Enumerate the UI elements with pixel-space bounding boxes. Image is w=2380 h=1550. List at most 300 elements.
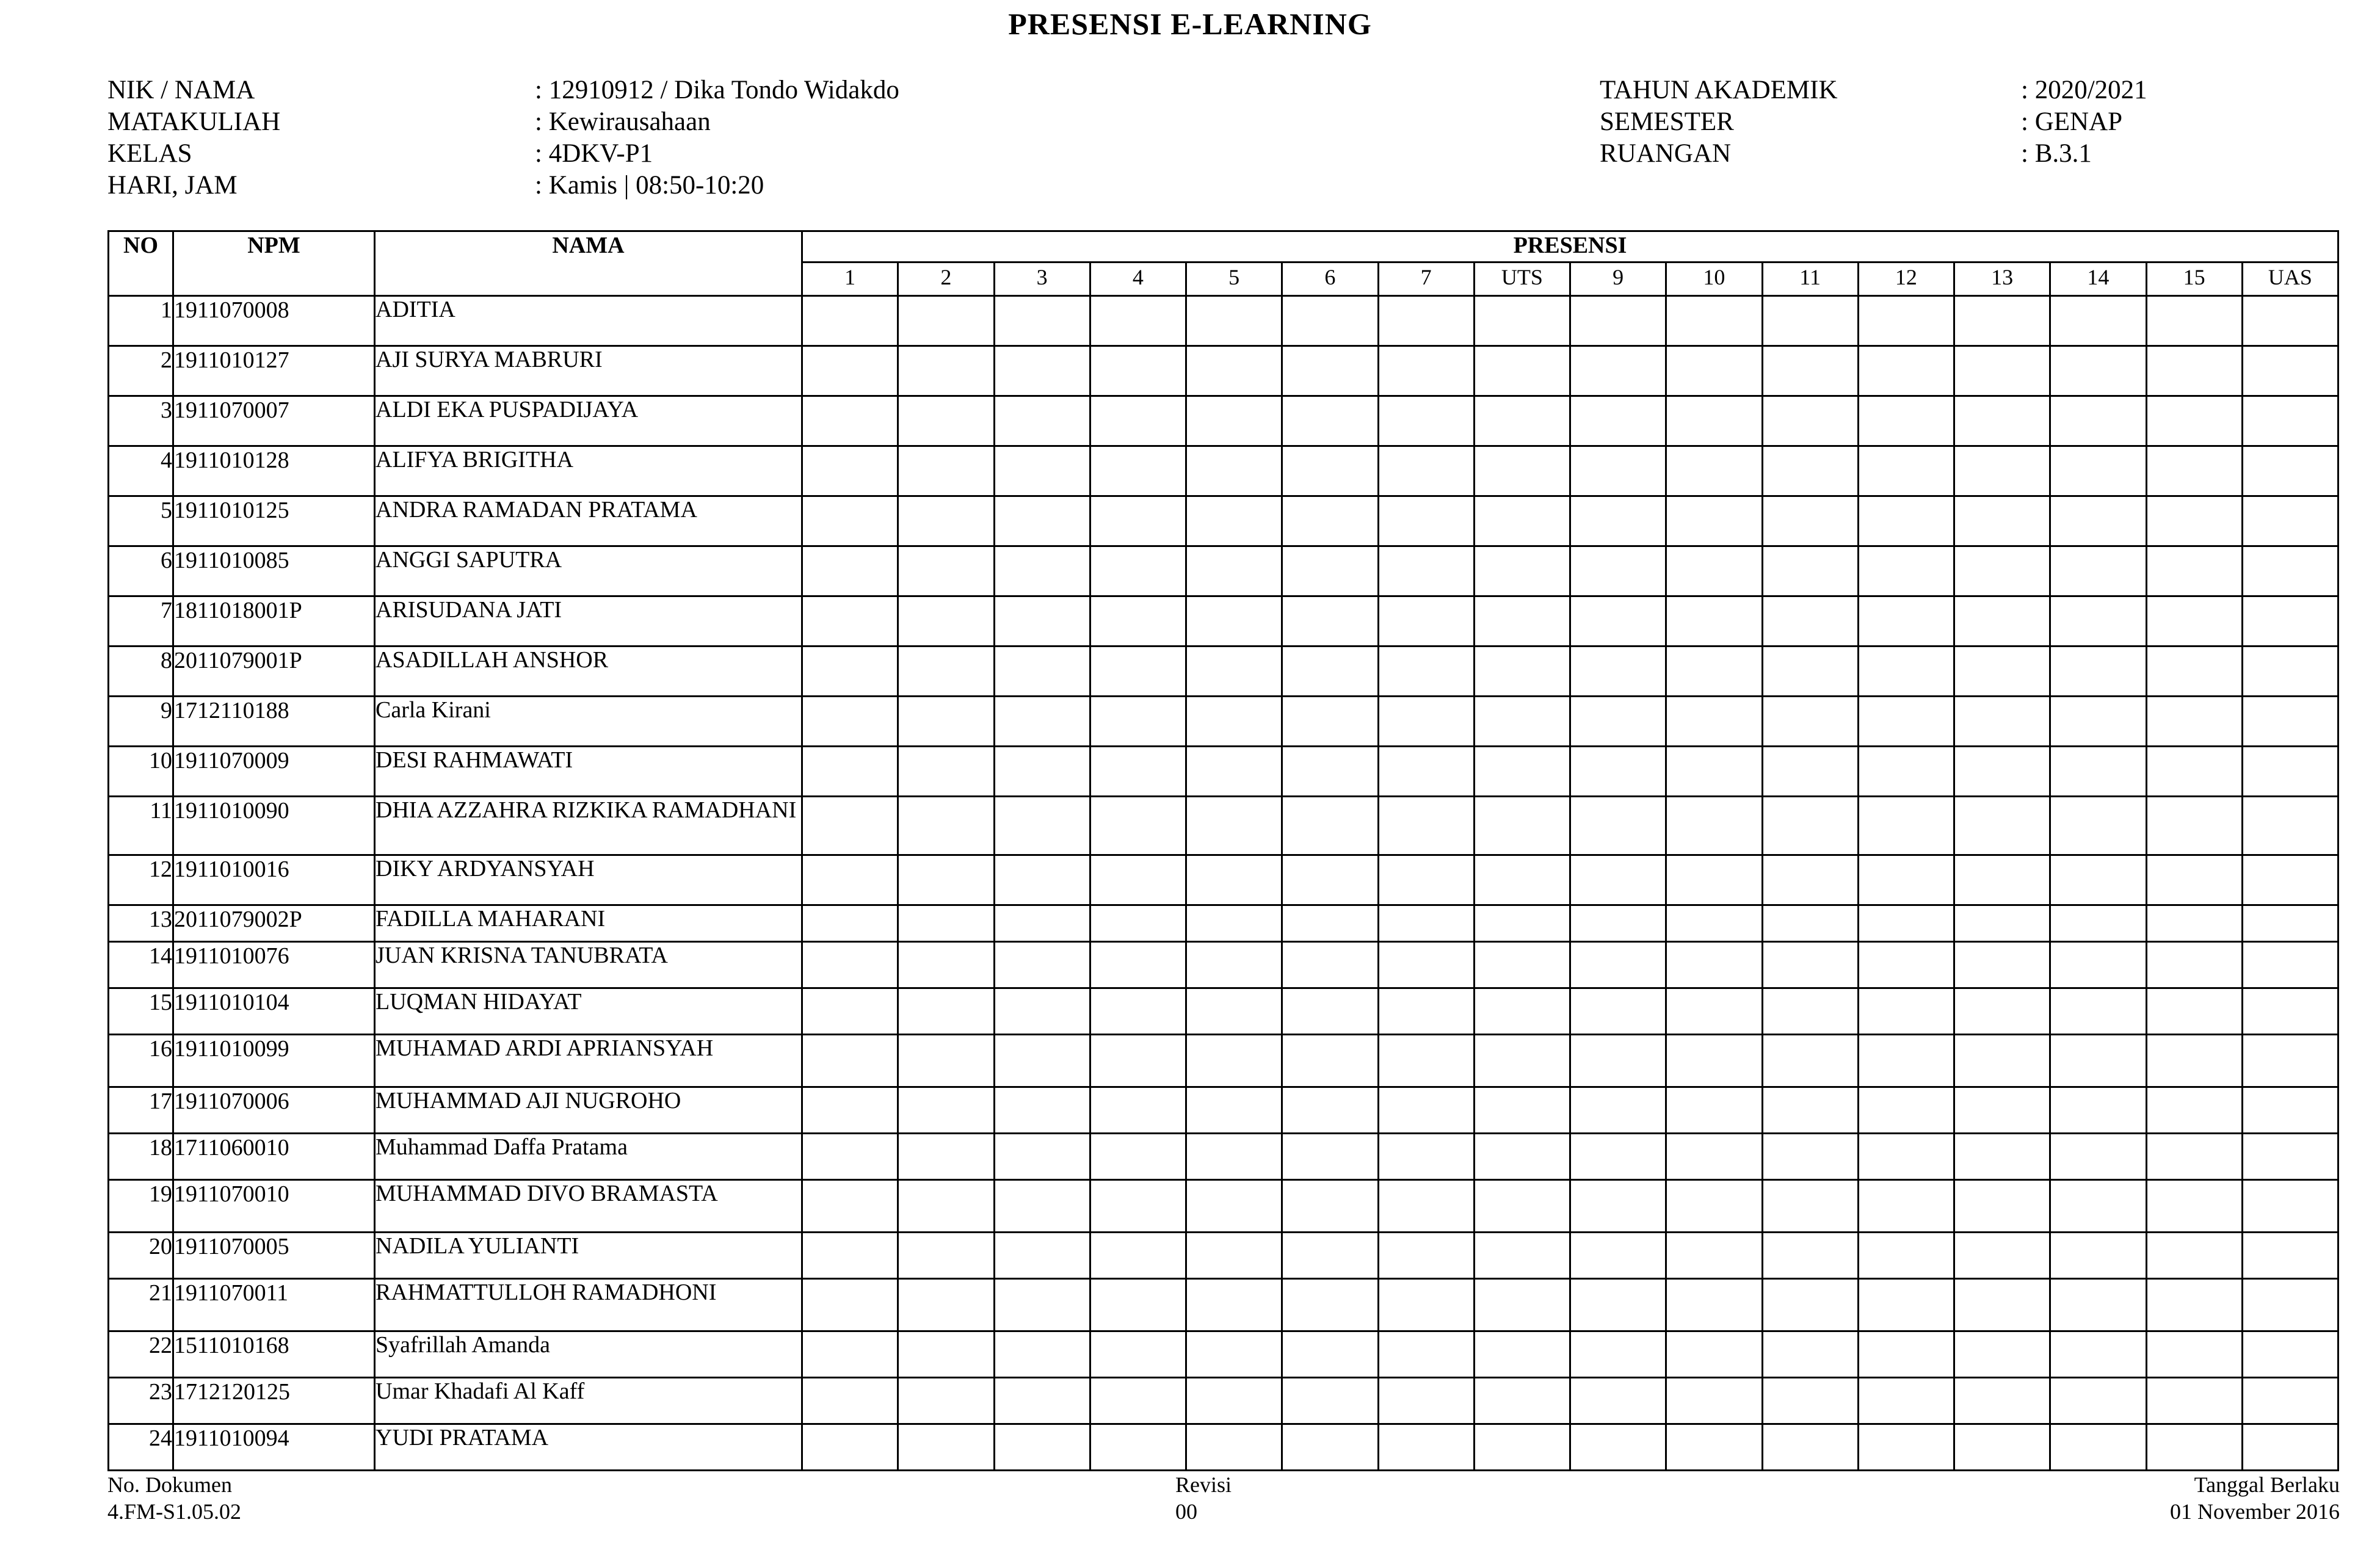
attendance-cell: [1186, 396, 1282, 446]
attendance-cell: [1666, 1331, 1762, 1378]
attendance-cell: [1858, 747, 1954, 797]
attendance-cell: [994, 296, 1090, 346]
attendance-cell: [1954, 747, 2050, 797]
row-number: 4: [109, 446, 173, 496]
attendance-cell: [1666, 1233, 1762, 1279]
student-npm: 1811018001P: [173, 596, 375, 646]
attendance-cell: [1666, 1279, 1762, 1331]
attendance-cell: [802, 346, 898, 396]
row-number: 5: [109, 496, 173, 546]
attendance-cell: [1762, 1233, 1858, 1279]
attendance-cell: [2146, 596, 2242, 646]
attendance-cell: [1954, 1424, 2050, 1471]
attendance-cell: [2146, 942, 2242, 988]
attendance-cell: [1282, 988, 1378, 1035]
student-npm: 1911010085: [173, 546, 375, 596]
attendance-cell: [1858, 646, 1954, 697]
attendance-cell: [1570, 496, 1666, 546]
attendance-cell: [1954, 697, 2050, 747]
attendance-cell: [2050, 1331, 2146, 1378]
attendance-cell: [1474, 1378, 1570, 1424]
attendance-cell: [1378, 1279, 1474, 1331]
header-row: [109, 231, 2338, 263]
student-name: Umar Khadafi Al Kaff: [375, 1378, 802, 1424]
attendance-cell: [1570, 296, 1666, 346]
attendance-cell: [1474, 1035, 1570, 1087]
attendance-cell: [1858, 1180, 1954, 1233]
header-no: NO: [109, 231, 173, 296]
attendance-cell: [2146, 797, 2242, 855]
attendance-cell: [802, 697, 898, 747]
attendance-cell: [1954, 496, 2050, 546]
attendance-cell: [1474, 747, 1570, 797]
attendance-cell: [1570, 1035, 1666, 1087]
info-row-ruangan: [1600, 138, 2092, 170]
attendance-cell: [1474, 1279, 1570, 1331]
attendance-cell: [1282, 942, 1378, 988]
attendance-cell: [1858, 797, 1954, 855]
attendance-cell: [802, 1180, 898, 1233]
attendance-cell: [994, 905, 1090, 942]
table-row: [109, 546, 2338, 596]
attendance-cell: [1090, 1134, 1186, 1180]
attendance-cell: [1858, 596, 1954, 646]
attendance-cell: [1282, 747, 1378, 797]
attendance-cell: [2146, 1279, 2242, 1331]
attendance-cell: [1186, 596, 1282, 646]
student-npm: 1911010104: [173, 988, 375, 1035]
attendance-cell: [1762, 1180, 1858, 1233]
attendance-cell: [2242, 1424, 2338, 1471]
attendance-cell: [2146, 905, 2242, 942]
attendance-cell: [1762, 988, 1858, 1035]
attendance-cell: [2242, 596, 2338, 646]
attendance-cell: [802, 496, 898, 546]
attendance-cell: [1282, 855, 1378, 905]
info-label: TAHUN AKADEMIK: [1600, 76, 1838, 104]
attendance-cell: [898, 855, 994, 905]
attendance-cell: [1282, 496, 1378, 546]
attendance-cell: [1570, 988, 1666, 1035]
attendance-cell: [1570, 697, 1666, 747]
student-npm: 1911010076: [173, 942, 375, 988]
attendance-cell: [1282, 546, 1378, 596]
attendance-cell: [802, 1134, 898, 1180]
attendance-cell: [1090, 1279, 1186, 1331]
attendance-cell: [2050, 988, 2146, 1035]
session-header: 4: [1090, 263, 1186, 296]
attendance-cell: [1954, 446, 2050, 496]
attendance-cell: [2146, 1424, 2242, 1471]
attendance-cell: [1858, 855, 1954, 905]
attendance-cell: [994, 942, 1090, 988]
attendance-cell: [1954, 1087, 2050, 1134]
attendance-cell: [898, 1331, 994, 1378]
effective-date-value: 01 November 2016: [2170, 1499, 2340, 1524]
attendance-cell: [1090, 296, 1186, 346]
attendance-cell: [1666, 1087, 1762, 1134]
table-row: [109, 1087, 2338, 1134]
attendance-cell: [1570, 905, 1666, 942]
attendance-cell: [2146, 546, 2242, 596]
attendance-cell: [1954, 1134, 2050, 1180]
attendance-cell: [1474, 1424, 1570, 1471]
attendance-cell: [1282, 697, 1378, 747]
info-label: RUANGAN: [1600, 139, 1731, 168]
session-header: 13: [1954, 263, 2050, 296]
attendance-cell: [898, 546, 994, 596]
attendance-cell: [1186, 1180, 1282, 1233]
attendance-cell: [1090, 596, 1186, 646]
attendance-cell: [1090, 1035, 1186, 1087]
attendance-cell: [1858, 546, 1954, 596]
attendance-cell: [1570, 596, 1666, 646]
table-row: [109, 346, 2338, 396]
doc-number-value: 4.FM-S1.05.02: [107, 1499, 242, 1524]
info-row-hari-jam: [107, 170, 764, 201]
attendance-cell: [2146, 855, 2242, 905]
attendance-body: [109, 296, 2338, 1471]
attendance-cell: [1282, 1233, 1378, 1279]
attendance-cell: [2242, 546, 2338, 596]
attendance-cell: [1762, 1279, 1858, 1331]
attendance-cell: [802, 1378, 898, 1424]
attendance-cell: [2050, 697, 2146, 747]
row-number: 13: [109, 905, 173, 942]
footer-revision: [1175, 1471, 1232, 1525]
attendance-cell: [802, 905, 898, 942]
attendance-cell: [1570, 346, 1666, 396]
header-npm: NPM: [173, 231, 375, 296]
attendance-cell: [1090, 1378, 1186, 1424]
attendance-cell: [2050, 296, 2146, 346]
attendance-cell: [1666, 346, 1762, 396]
student-name: Syafrillah Amanda: [375, 1331, 802, 1378]
attendance-cell: [1474, 346, 1570, 396]
attendance-cell: [994, 496, 1090, 546]
attendance-cell: [1762, 855, 1858, 905]
attendance-cell: [1474, 546, 1570, 596]
attendance-cell: [1954, 346, 2050, 396]
attendance-cell: [1378, 797, 1474, 855]
attendance-cell: [994, 346, 1090, 396]
student-name: DESI RAHMAWATI: [375, 747, 802, 797]
attendance-cell: [2242, 1233, 2338, 1279]
attendance-cell: [1762, 396, 1858, 446]
row-number: 20: [109, 1233, 173, 1279]
attendance-cell: [1954, 1035, 2050, 1087]
attendance-cell: [1282, 1180, 1378, 1233]
student-name: JUAN KRISNA TANUBRATA: [375, 942, 802, 988]
attendance-cell: [898, 1035, 994, 1087]
attendance-cell: [1858, 1134, 1954, 1180]
session-header: 2: [898, 263, 994, 296]
attendance-cell: [994, 1087, 1090, 1134]
attendance-cell: [2242, 988, 2338, 1035]
attendance-cell: [994, 1279, 1090, 1331]
row-number: 15: [109, 988, 173, 1035]
attendance-cell: [2146, 1035, 2242, 1087]
attendance-cell: [802, 646, 898, 697]
attendance-cell: [1858, 988, 1954, 1035]
attendance-cell: [1570, 1279, 1666, 1331]
student-name: AJI SURYA MABRURI: [375, 346, 802, 396]
student-name: FADILLA MAHARANI: [375, 905, 802, 942]
row-number: 6: [109, 546, 173, 596]
attendance-cell: [994, 1331, 1090, 1378]
attendance-cell: [1378, 546, 1474, 596]
table-row: [109, 905, 2338, 942]
attendance-cell: [1378, 596, 1474, 646]
attendance-cell: [1186, 988, 1282, 1035]
attendance-cell: [1090, 1233, 1186, 1279]
attendance-cell: [1858, 1035, 1954, 1087]
attendance-cell: [1186, 747, 1282, 797]
row-number: 18: [109, 1134, 173, 1180]
attendance-cell: [1186, 646, 1282, 697]
attendance-cell: [1090, 1424, 1186, 1471]
attendance-cell: [1090, 942, 1186, 988]
attendance-cell: [2050, 855, 2146, 905]
attendance-cell: [1762, 1424, 1858, 1471]
student-name: MUHAMMAD AJI NUGROHO: [375, 1087, 802, 1134]
attendance-cell: [1474, 855, 1570, 905]
attendance-cell: [802, 546, 898, 596]
attendance-cell: [1570, 942, 1666, 988]
attendance-cell: [1858, 1424, 1954, 1471]
attendance-cell: [1186, 1134, 1282, 1180]
revision-label: Revisi: [1175, 1472, 1232, 1497]
attendance-cell: [2050, 346, 2146, 396]
attendance-cell: [1090, 346, 1186, 396]
attendance-cell: [1186, 1378, 1282, 1424]
student-npm: 1712110188: [173, 697, 375, 747]
attendance-cell: [2146, 1087, 2242, 1134]
attendance-cell: [1570, 747, 1666, 797]
attendance-cell: [1282, 1378, 1378, 1424]
attendance-cell: [994, 855, 1090, 905]
attendance-cell: [1378, 496, 1474, 546]
attendance-cell: [1186, 905, 1282, 942]
student-npm: 2011079001P: [173, 646, 375, 697]
info-value: : Kamis | 08:50-10:20: [535, 171, 764, 200]
attendance-cell: [2050, 747, 2146, 797]
attendance-cell: [1186, 1279, 1282, 1331]
attendance-cell: [1378, 346, 1474, 396]
attendance-cell: [1474, 1331, 1570, 1378]
student-name: DIKY ARDYANSYAH: [375, 855, 802, 905]
attendance-cell: [994, 1424, 1090, 1471]
attendance-cell: [1282, 905, 1378, 942]
attendance-cell: [2146, 496, 2242, 546]
attendance-cell: [2146, 988, 2242, 1035]
student-name: LUQMAN HIDAYAT: [375, 988, 802, 1035]
student-npm: 1911010128: [173, 446, 375, 496]
attendance-cell: [1090, 646, 1186, 697]
attendance-cell: [1666, 546, 1762, 596]
row-number: 23: [109, 1378, 173, 1424]
attendance-cell: [2146, 747, 2242, 797]
attendance-cell: [898, 1087, 994, 1134]
attendance-cell: [1954, 546, 2050, 596]
attendance-cell: [1570, 1134, 1666, 1180]
session-header: 5: [1186, 263, 1282, 296]
attendance-cell: [2146, 1233, 2242, 1279]
attendance-cell: [1378, 905, 1474, 942]
attendance-cell: [1378, 1180, 1474, 1233]
info-value: : 12910912 / Dika Tondo Widakdo: [535, 76, 899, 104]
attendance-cell: [1762, 596, 1858, 646]
doc-number-label: No. Dokumen: [107, 1472, 232, 1497]
student-npm: 1911010016: [173, 855, 375, 905]
attendance-cell: [2146, 697, 2242, 747]
attendance-cell: [1570, 446, 1666, 496]
info-left: [107, 74, 899, 201]
attendance-cell: [1858, 697, 1954, 747]
attendance-cell: [1570, 396, 1666, 446]
attendance-cell: [1282, 1035, 1378, 1087]
attendance-cell: [2050, 1180, 2146, 1233]
attendance-cell: [2242, 396, 2338, 446]
info-label: KELAS: [107, 139, 192, 168]
attendance-cell: [1666, 1424, 1762, 1471]
row-number: 2: [109, 346, 173, 396]
attendance-cell: [2146, 1378, 2242, 1424]
attendance-cell: [1858, 942, 1954, 988]
student-npm: 1911010094: [173, 1424, 375, 1471]
attendance-cell: [1378, 855, 1474, 905]
session-header: 11: [1762, 263, 1858, 296]
attendance-cell: [1762, 296, 1858, 346]
attendance-cell: [1666, 988, 1762, 1035]
attendance-cell: [994, 1035, 1090, 1087]
attendance-cell: [994, 797, 1090, 855]
attendance-cell: [1954, 855, 2050, 905]
table-row: [109, 596, 2338, 646]
attendance-cell: [1762, 1331, 1858, 1378]
row-number: 1: [109, 296, 173, 346]
attendance-cell: [1378, 697, 1474, 747]
attendance-cell: [994, 697, 1090, 747]
attendance-cell: [2050, 1378, 2146, 1424]
attendance-cell: [1186, 1233, 1282, 1279]
student-name: ARISUDANA JATI: [375, 596, 802, 646]
attendance-cell: [1858, 1087, 1954, 1134]
session-header: 14: [2050, 263, 2146, 296]
student-name: ALIFYA BRIGITHA: [375, 446, 802, 496]
student-name: MUHAMAD ARDI APRIANSYAH: [375, 1035, 802, 1087]
attendance-cell: [1282, 1424, 1378, 1471]
attendance-cell: [1090, 446, 1186, 496]
attendance-cell: [2050, 942, 2146, 988]
attendance-cell: [2146, 346, 2242, 396]
session-header: UTS: [1474, 263, 1570, 296]
attendance-cell: [1474, 496, 1570, 546]
row-number: 14: [109, 942, 173, 988]
attendance-cell: [2050, 596, 2146, 646]
attendance-cell: [1954, 646, 2050, 697]
attendance-cell: [2242, 496, 2338, 546]
attendance-cell: [1378, 747, 1474, 797]
attendance-cell: [1474, 596, 1570, 646]
row-number: 11: [109, 797, 173, 855]
attendance-cell: [1570, 646, 1666, 697]
attendance-cell: [2242, 942, 2338, 988]
attendance-cell: [1570, 1331, 1666, 1378]
row-number: 12: [109, 855, 173, 905]
attendance-cell: [1186, 546, 1282, 596]
table-row: [109, 855, 2338, 905]
attendance-cell: [802, 296, 898, 346]
header-presensi: PRESENSI: [802, 231, 2338, 263]
attendance-cell: [1570, 1378, 1666, 1424]
row-number: 16: [109, 1035, 173, 1087]
info-label: MATAKULIAH: [107, 107, 281, 136]
attendance-cell: [1666, 697, 1762, 747]
row-number: 21: [109, 1279, 173, 1331]
attendance-cell: [2242, 797, 2338, 855]
attendance-cell: [1858, 1279, 1954, 1331]
student-npm: 1712120125: [173, 1378, 375, 1424]
row-number: 3: [109, 396, 173, 446]
attendance-cell: [1858, 1378, 1954, 1424]
attendance-cell: [1282, 1279, 1378, 1331]
student-npm: 1911070005: [173, 1233, 375, 1279]
attendance-cell: [1570, 546, 1666, 596]
footer-document: [107, 1471, 241, 1525]
attendance-cell: [1858, 1233, 1954, 1279]
attendance-cell: [1474, 1087, 1570, 1134]
attendance-cell: [898, 596, 994, 646]
attendance-cell: [1378, 1424, 1474, 1471]
attendance-cell: [898, 1233, 994, 1279]
attendance-cell: [1762, 697, 1858, 747]
attendance-cell: [1474, 697, 1570, 747]
attendance-cell: [994, 1134, 1090, 1180]
attendance-cell: [1474, 1134, 1570, 1180]
attendance-cell: [2242, 1331, 2338, 1378]
attendance-cell: [898, 396, 994, 446]
session-header: 9: [1570, 263, 1666, 296]
attendance-cell: [1090, 905, 1186, 942]
attendance-cell: [2146, 396, 2242, 446]
attendance-cell: [898, 346, 994, 396]
attendance-cell: [802, 1087, 898, 1134]
info-row-kelas: [107, 138, 653, 170]
row-number: 19: [109, 1180, 173, 1233]
attendance-cell: [1762, 797, 1858, 855]
attendance-cell: [1666, 296, 1762, 346]
effective-date-label: Tanggal Berlaku: [2194, 1472, 2340, 1497]
info-row-matakuliah: [107, 106, 711, 138]
attendance-cell: [1378, 1035, 1474, 1087]
student-name: NADILA YULIANTI: [375, 1233, 802, 1279]
table-row: [109, 646, 2338, 697]
student-npm: 1711060010: [173, 1134, 375, 1180]
attendance-cell: [1186, 346, 1282, 396]
attendance-cell: [1186, 296, 1282, 346]
attendance-cell: [1186, 1424, 1282, 1471]
attendance-cell: [802, 1279, 898, 1331]
attendance-cell: [1762, 1378, 1858, 1424]
attendance-cell: [994, 1233, 1090, 1279]
attendance-cell: [802, 396, 898, 446]
student-npm: 1911070006: [173, 1087, 375, 1134]
attendance-cell: [1762, 905, 1858, 942]
attendance-cell: [1666, 496, 1762, 546]
info-label: HARI, JAM: [107, 171, 238, 200]
attendance-cell: [1378, 1233, 1474, 1279]
